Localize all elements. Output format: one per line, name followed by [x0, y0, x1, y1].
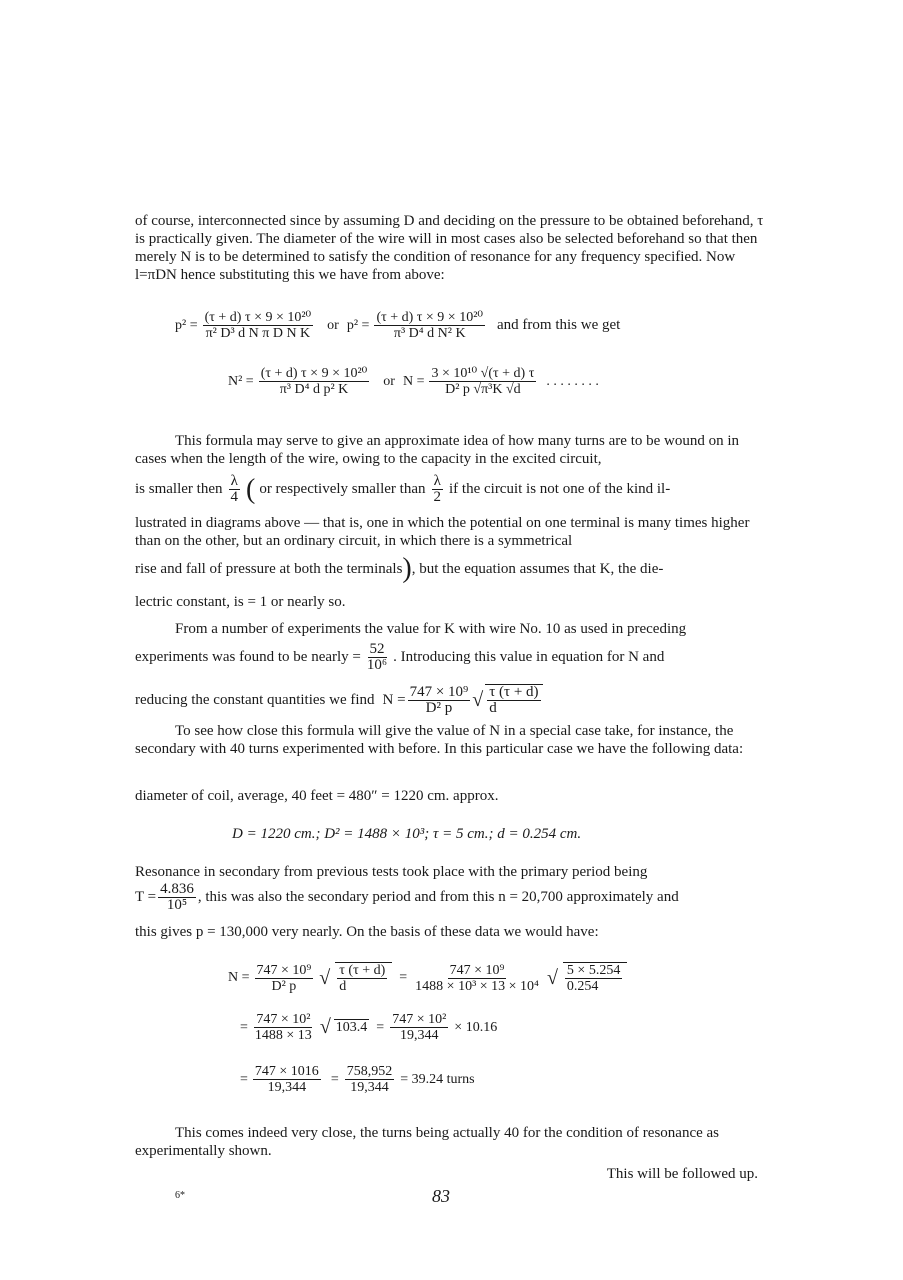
- calc3-a-den: 19,344: [267, 1080, 307, 1095]
- calc2-frac-b: [390, 1012, 451, 1043]
- period-num: 4.836: [160, 881, 194, 897]
- eq1-frac1-den: π² D³ d N π D N K: [205, 326, 311, 341]
- terminals-tail: , but the equation assumes that K, the die-: [411, 560, 664, 577]
- calc-line-1: [228, 962, 630, 994]
- calc-line-2: [240, 1012, 500, 1043]
- paragraph-experiments: From a number of experiments the value for K with wire No. 10 as used in preceding: [175, 621, 687, 637]
- calc3-frac-a: [253, 1064, 324, 1095]
- calc1-s-frac: [563, 962, 627, 994]
- paragraph-period: [135, 882, 679, 913]
- lambda-half-frac: [432, 474, 444, 505]
- lambda-line-text1: is smaller then: [135, 481, 223, 497]
- calc3-b-num: 758,952: [346, 1064, 393, 1079]
- lambda-line-text3: if the circuit is not one of the kind il-: [449, 481, 671, 497]
- eq1-or: or: [327, 317, 339, 333]
- paragraph-coil-diameter: diameter of coil, average, 40 feet = 480″ = 1220 cm. approx.: [135, 788, 499, 804]
- calc3-eq2: =: [330, 1071, 339, 1087]
- calc3-frac-b: [345, 1064, 398, 1095]
- calc1-a-den: D² p: [271, 978, 297, 994]
- eq2-lhs: N² =: [228, 373, 254, 389]
- reduced-lhs: N =: [382, 691, 406, 708]
- reduced-root-frac: [485, 684, 542, 716]
- calc1-b-num: 747 × 10⁹: [449, 962, 505, 978]
- paragraph-reduced-formula: [135, 684, 545, 716]
- period-lhs: T =: [135, 889, 157, 905]
- calc2-frac-a: [253, 1012, 317, 1043]
- terminals-text: rise and fall of pressure at both the terminals: [135, 560, 403, 577]
- eq2-frac1-den: π³ D⁴ d p² K: [279, 382, 349, 397]
- k-value-text: experiments was found to be nearly =: [135, 649, 361, 665]
- paragraph-k-value: [135, 642, 664, 673]
- equation-p-squared: [175, 310, 623, 341]
- calc3-tail: = 39.24 turns: [400, 1071, 475, 1087]
- paragraph-formula-note: This formula may serve to give an approximate idea of how many turns are to be wound on in cases when the length of the wire, owing to the capacity in the excited circuit,: [135, 433, 740, 467]
- eq1-frac1: [203, 310, 317, 341]
- calc1-s-num: 5 × 5.254: [566, 963, 621, 978]
- eq1-frac2-den: π³ D⁴ d N² K: [393, 326, 466, 341]
- calc2-tail: × 10.16: [454, 1019, 498, 1035]
- calc1-lhs: N =: [228, 970, 250, 985]
- lambda-quarter-den: 4: [230, 489, 238, 505]
- calc1-s-den: 0.254: [566, 979, 599, 994]
- eq1-tail: and from this we get: [497, 317, 621, 333]
- eq2-frac2-den: D² p √π³K √d: [445, 382, 521, 397]
- eq1-lhs2: p² =: [346, 317, 370, 333]
- k-value-tail: . Introducing this value in equation for N and: [393, 649, 665, 665]
- calc1-eq: =: [399, 970, 408, 985]
- close-paren: ): [402, 553, 412, 584]
- footnote-mark: 6*: [175, 1190, 185, 1201]
- calc2-sqrt: √: [319, 1016, 331, 1038]
- lambda-quarter-num: λ: [230, 473, 238, 489]
- calc2-a-num: 747 × 10²: [256, 1012, 311, 1027]
- reduced-text: reducing the constant quantities we find: [135, 691, 375, 708]
- lambda-quarter-frac: [228, 474, 240, 505]
- k-den: 10⁶: [366, 657, 388, 673]
- calc-line-3: [240, 1064, 478, 1095]
- paragraph-dielectric: lectric constant, is = 1 or nearly so.: [135, 594, 346, 610]
- reduced-num: 747 × 10⁹: [409, 683, 469, 700]
- period-frac: [158, 882, 196, 913]
- period-tail: , this was also the secondary period and from this n = 20,700 approximately and: [197, 889, 679, 905]
- calc2-a-den: 1488 × 13: [254, 1028, 312, 1043]
- calc2-eq2: =: [376, 1019, 385, 1035]
- calc1-a-num: 747 × 10⁹: [256, 962, 312, 978]
- eq2-frac1: [259, 366, 373, 397]
- paragraph-conclusion: This comes indeed very close, the turns being actually 40 for the condition of resonance as experimentally shown.: [135, 1125, 719, 1159]
- reduced-root-den: d: [489, 700, 497, 716]
- k-frac: [365, 642, 389, 673]
- calc1-sqrt-2: √: [546, 966, 558, 989]
- paragraph-lambda-line: [135, 474, 670, 505]
- eq2-frac2: [429, 366, 539, 397]
- page-number: 83: [432, 1186, 450, 1206]
- eq2-or: or: [383, 373, 395, 389]
- paragraph-pressure: this gives p = 130,000 very nearly. On the basis of these data we would have:: [135, 924, 599, 940]
- calc3-a-num: 747 × 1016: [254, 1064, 319, 1079]
- eq1-frac2: [374, 310, 488, 341]
- reduced-root-num: τ (τ + d): [489, 684, 539, 700]
- calc3-b-den: 19,344: [350, 1080, 389, 1095]
- calc1-frac-b: [413, 963, 544, 994]
- paragraph-terminals: [135, 553, 664, 584]
- calc2-eq: =: [240, 1019, 248, 1035]
- calc2-b-num: 747 × 10²: [392, 1012, 447, 1027]
- lambda-line-text2: or respectively smaller than: [259, 481, 426, 497]
- equation-n-squared: [228, 366, 602, 397]
- lambda-half-den: 2: [433, 489, 441, 505]
- eq1-frac1-num: (τ + d) τ × 9 × 10²⁰: [204, 310, 312, 325]
- paragraph-intro: of course, interconnected since by assuming D and deciding on the pressure to be obtained beforehand, τ is practically given. The diameter of the wire will in most cases also be selected beforehand so that then merely N is to be determined to satisfy the condition of resonance for any frequency specified. Now l=πDN hence substituting this we have from above:: [135, 213, 764, 283]
- eq2-dots: . . . . . . . .: [546, 373, 599, 389]
- calc1-b-den: 1488 × 10³ × 13 × 10⁴: [415, 978, 539, 994]
- eq2-frac2-num: 3 × 10¹⁰ √(τ + d) τ: [431, 366, 535, 381]
- open-paren: (: [245, 473, 256, 505]
- paragraph-illustrated: lustrated in diagrams above — that is, one in which the potential on one terminal is many times higher than on the other, but an ordinary circuit, in which there is a symmetrical: [135, 515, 750, 549]
- calc1-r-den: d: [339, 979, 347, 994]
- k-num: 52: [369, 641, 385, 657]
- reduced-frac: [408, 685, 471, 716]
- calc1-root-frac: [335, 962, 392, 994]
- paragraph-resonance: Resonance in secondary from previous tests took place with the primary period being: [135, 864, 648, 880]
- period-den: 10⁵: [166, 897, 188, 913]
- calc1-r-num: τ (τ + d): [339, 963, 386, 978]
- calc1-sqrt-1: √: [319, 966, 331, 989]
- eq1-frac2-num: (τ + d) τ × 9 × 10²⁰: [376, 310, 484, 325]
- paragraph-special-case: To see how close this formula will give the value of N in a special case take, for instance, the secondary with 40 turns experimented with before. In this particular case we have the following data:: [135, 723, 744, 757]
- follow-up-note: This will be followed up.: [606, 1166, 758, 1182]
- eq2-frac1-num: (τ + d) τ × 9 × 10²⁰: [260, 366, 368, 381]
- reduced-den: D² p: [425, 699, 453, 716]
- sqrt-sign: √: [472, 688, 484, 711]
- lambda-half-num: λ: [433, 473, 441, 489]
- data-line: D = 1220 cm.; D² = 1488 × 10³; τ = 5 cm.; d = 0.254 cm.: [232, 826, 582, 842]
- calc1-frac-a: [255, 963, 317, 994]
- calc2-b-den: 19,344: [400, 1028, 439, 1043]
- eq1-lhs: p² =: [175, 317, 198, 333]
- calc2-root: 103.4: [335, 1020, 368, 1035]
- calc3-eq: =: [240, 1071, 248, 1087]
- eq2-lhs2: N =: [402, 373, 425, 389]
